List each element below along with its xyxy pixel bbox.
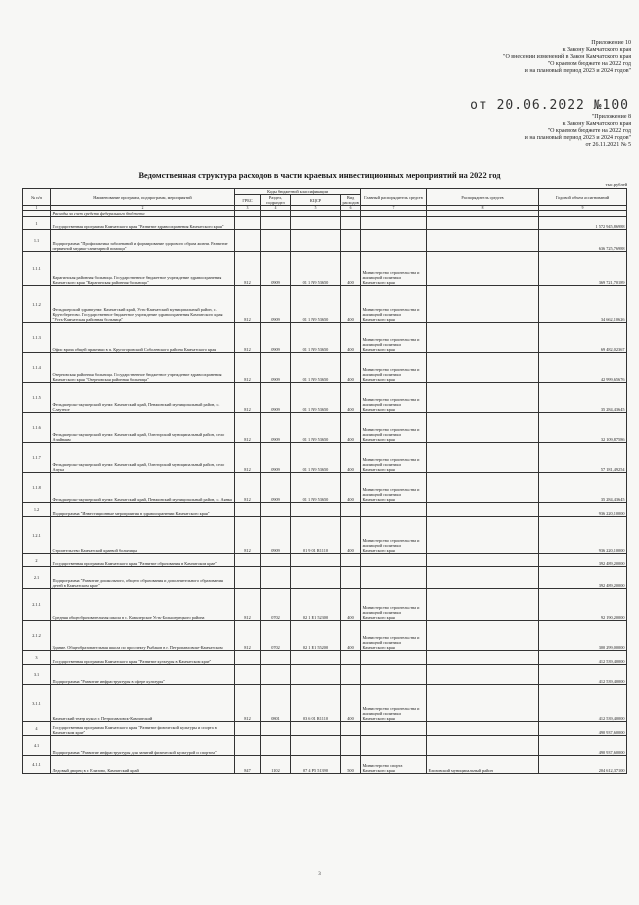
row-grbs: [235, 651, 261, 665]
table-row: [23, 443, 627, 473]
table-row: [23, 685, 627, 722]
row-vr: [341, 665, 361, 685]
table-row: [23, 286, 627, 323]
row-admin: Елизовский муниципальный район: [427, 756, 539, 774]
row-amount: 490 937,60000: [539, 736, 627, 756]
row-name: Здание. Общеобразовательная школа по проспекту Рыбаков в г. Петропавловске-Камчатском: [51, 621, 235, 651]
row-section: [261, 554, 291, 567]
row-admin: [427, 685, 539, 722]
row-kcsr: [291, 554, 341, 567]
row-section: [261, 503, 291, 517]
header-block-appendix-8: [391, 114, 631, 149]
row-section: 1102: [261, 756, 291, 774]
table-row: [23, 353, 627, 383]
row-section: [261, 230, 291, 252]
row-admin: [427, 286, 539, 323]
row-kcsr: 02 1 E1 52300: [291, 589, 341, 621]
row-kcsr: 01 1 N9 53650: [291, 252, 341, 286]
row-amount: 35 284,43645: [539, 383, 627, 413]
row-name: Подпрограмма "Инвестиционные мероприятия в здравоохранении Камчатского края": [51, 503, 235, 517]
row-amount: 636 725,76988: [539, 230, 627, 252]
expenditure-table: [22, 188, 627, 774]
row-number: 1.2.1: [23, 517, 51, 554]
row-number: 3.1: [23, 665, 51, 685]
row-kcsr: 01 1 N9 53650: [291, 323, 341, 353]
row-name: Подпрограмма "Развитие инфраструктуры в сфере культуры": [51, 665, 235, 685]
row-amount: 412 539,40000: [539, 685, 627, 722]
row-admin: [427, 589, 539, 621]
row-vr: 500: [341, 756, 361, 774]
row-grbs: 812: [235, 353, 261, 383]
table-row: [23, 722, 627, 736]
row-grbs: 812: [235, 252, 261, 286]
row-kcsr: 07 4 P5 51390: [291, 756, 341, 774]
row-grbs: 812: [235, 685, 261, 722]
row-section: 0909: [261, 383, 291, 413]
row-kcsr: [291, 230, 341, 252]
row-kcsr: [291, 722, 341, 736]
row-grbs: [235, 217, 261, 230]
row-number: 2.1: [23, 567, 51, 589]
row-admin: [427, 517, 539, 554]
col-header-grbs: ГРБС: [235, 195, 261, 206]
row-vr: [341, 230, 361, 252]
row-section: 0909: [261, 323, 291, 353]
table-row: [23, 252, 627, 286]
row-main-admin: Министерство строительства и жилищной политики Камчатского края: [361, 443, 427, 473]
row-amount: 936 220,10000: [539, 517, 627, 554]
row-vr: [341, 554, 361, 567]
row-admin: [427, 473, 539, 503]
row-name: Подпрограмма "Развитие инфраструктуры для занятий физической культурой и спортом": [51, 736, 235, 756]
col-header-vr: Вид расходов: [342, 195, 359, 206]
header-line: "О внесении изменений в Закон Камчатского края: [503, 54, 631, 60]
row-admin: [427, 353, 539, 383]
row-amount: 204 612,37100: [539, 756, 627, 774]
column-index: 1: [23, 206, 51, 211]
row-name: Подпрограмма "Профилактика заболеваний и формирование здорового образа жизни. Развитие первичной медико-санитарной помощи": [51, 230, 235, 252]
row-vr: 400: [341, 621, 361, 651]
row-amount: 300 299,00000: [539, 621, 627, 651]
row-grbs: 812: [235, 517, 261, 554]
row-number: 1.1.1: [23, 252, 51, 286]
row-number: 1.1.5: [23, 383, 51, 413]
column-index: 6: [341, 206, 361, 211]
row-vr: [341, 567, 361, 589]
row-amount: 35 284,43645: [539, 473, 627, 503]
date-number-stamp: от 20.06.2022 №100: [470, 98, 629, 113]
row-grbs: [235, 503, 261, 517]
row-vr: 400: [341, 473, 361, 503]
row-section: [261, 567, 291, 589]
row-number: 2: [23, 554, 51, 567]
row-section: 0702: [261, 621, 291, 651]
row-main-admin: [361, 651, 427, 665]
col-header-main-admin: Главный распорядитель средств: [361, 189, 427, 206]
row-main-admin: Министерство строительства и жилищной политики Камчатского края: [361, 252, 427, 286]
row-name: Фельдшерско-акушерский пункт. Камчатский край, Олюторский муниципальный район, село Ачайваям: [51, 413, 235, 443]
row-vr: 400: [341, 589, 361, 621]
row-kcsr: 01 1 N9 53650: [291, 443, 341, 473]
row-section: [261, 665, 291, 685]
row-kcsr: [291, 736, 341, 756]
row-main-admin: [361, 230, 427, 252]
header-line: и на плановый период 2023 и 2024 годов": [524, 135, 631, 141]
table-row: [23, 323, 627, 353]
row-name: Государственная программа Камчатского края "Развитие образования в Камчатском крае": [51, 554, 235, 567]
row-section: 0909: [261, 473, 291, 503]
row-section: 0909: [261, 517, 291, 554]
row-vr: 400: [341, 323, 361, 353]
row-kcsr: 02 1 E1 55200: [291, 621, 341, 651]
row-admin: [427, 503, 539, 517]
row-vr: 400: [341, 413, 361, 443]
row-vr: 400: [341, 517, 361, 554]
row-kcsr: [291, 503, 341, 517]
table-row: [23, 621, 627, 651]
row-number: 1.1.7: [23, 443, 51, 473]
row-grbs: 812: [235, 473, 261, 503]
row-name: Офис врача общей практики в п. Кругогоровский Соболевского района Камчатского края: [51, 323, 235, 353]
header-line: Приложение 10: [591, 40, 631, 46]
col-header-volume: Годовой объем ассигнований: [539, 189, 627, 206]
row-grbs: 812: [235, 383, 261, 413]
header-block-appendix-10: [391, 40, 631, 75]
row-main-admin: Министерство строительства и жилищной политики Камчатского края: [361, 286, 427, 323]
row-grbs: [235, 230, 261, 252]
row-name: Фельдшерско-акушерский пункт. Камчатский край, Пенжинский муниципальный район, с. Слаутное: [51, 383, 235, 413]
row-section: [261, 722, 291, 736]
col-header-admin: Распорядитель средств: [427, 189, 539, 206]
row-name: Камчатский театр кукол г. Петропавловск-Камчатский: [51, 685, 235, 722]
row-grbs: 812: [235, 286, 261, 323]
row-section: 0909: [261, 353, 291, 383]
row-vr: [341, 651, 361, 665]
header-line: от 26.11.2021 № 5: [585, 142, 631, 148]
row-main-admin: Министерство спорта Камчатского края: [361, 756, 427, 774]
row-number: 1: [23, 217, 51, 230]
row-section: 0909: [261, 252, 291, 286]
row-number: 1.1.4: [23, 353, 51, 383]
table-row: [23, 473, 627, 503]
row-section: [261, 736, 291, 756]
row-grbs: [235, 567, 261, 589]
row-amount: 92 190,20000: [539, 589, 627, 621]
row-section: [261, 651, 291, 665]
row-amount: 412 539,40000: [539, 665, 627, 685]
row-grbs: [235, 722, 261, 736]
col-header-num: № п/п: [23, 189, 51, 206]
row-admin: [427, 323, 539, 353]
row-number: 3.1.1: [23, 685, 51, 722]
row-grbs: [235, 665, 261, 685]
row-main-admin: Министерство строительства и жилищной политики Камчатского края: [361, 621, 427, 651]
row-main-admin: [361, 722, 427, 736]
row-grbs: 812: [235, 443, 261, 473]
row-number: 2.1.1: [23, 589, 51, 621]
row-section: 0909: [261, 413, 291, 443]
row-amount: 490 937,60000: [539, 722, 627, 736]
row-admin: [427, 413, 539, 443]
row-admin: [427, 621, 539, 651]
row-grbs: [235, 736, 261, 756]
row-amount: 392 489,20000: [539, 554, 627, 567]
row-vr: 400: [341, 383, 361, 413]
row-kcsr: 03 6 01 R1110: [291, 685, 341, 722]
row-number: 1.1.6: [23, 413, 51, 443]
row-vr: [341, 722, 361, 736]
table-row: [23, 756, 627, 774]
row-name: Фельдшерский здравпункт. Камчатский край, Усть-Камчатский муниципальный район, с. Крутоберегово. Государственное бюджетное учреждение здравоохранения Камчатского края "Усть-Камчатская районная больница": [51, 286, 235, 323]
row-kcsr: 01 1 N9 53650: [291, 286, 341, 323]
column-index: 4: [261, 206, 291, 211]
table-row: [23, 736, 627, 756]
row-kcsr: 01 1 N9 53650: [291, 413, 341, 443]
column-index: 2: [51, 206, 235, 211]
row-vr: 400: [341, 685, 361, 722]
row-section: 0909: [261, 443, 291, 473]
row-grbs: 812: [235, 413, 261, 443]
row-number: 4.1: [23, 736, 51, 756]
row-name: Карагинская районная больница. Государственное бюджетное учреждение здравоохранения Камчатского края "Карагинская районная больница": [51, 252, 235, 286]
funding-source-label: Расходы за счет средств федерального бюджета: [51, 211, 235, 217]
row-admin: [427, 443, 539, 473]
row-amount: 57 181,49254: [539, 443, 627, 473]
row-amount: 34 662,10626: [539, 286, 627, 323]
row-grbs: 812: [235, 621, 261, 651]
row-main-admin: [361, 554, 427, 567]
row-vr: 400: [341, 286, 361, 323]
row-amount: 1 572 945,86988: [539, 217, 627, 230]
page-number: 3: [318, 872, 321, 877]
row-kcsr: 01 1 N9 53650: [291, 383, 341, 413]
row-number: 2.1.2: [23, 621, 51, 651]
units-label: тыс.рублей: [605, 182, 627, 187]
row-main-admin: [361, 217, 427, 230]
row-main-admin: [361, 567, 427, 589]
row-name: Фельдшерско-акушерский пункт. Камчатский край, Олюторский муниципальный район, село Апука: [51, 443, 235, 473]
row-amount: 42 999,65676: [539, 353, 627, 383]
row-vr: 400: [341, 252, 361, 286]
column-index: 7: [361, 206, 427, 211]
row-number: 1.2: [23, 503, 51, 517]
row-admin: [427, 736, 539, 756]
table-row: [23, 651, 627, 665]
row-number: 1.1.2: [23, 286, 51, 323]
row-section: 0801: [261, 685, 291, 722]
row-amount: 412 539,40000: [539, 651, 627, 665]
row-name: Подпрограмма "Развитие дошкольного, общего образования и дополнительного образования детей в Камчатском крае": [51, 567, 235, 589]
row-number: 1.1.3: [23, 323, 51, 353]
row-section: 0909: [261, 286, 291, 323]
col-header-kcsr: КЦСР: [291, 195, 341, 206]
table-row: [23, 589, 627, 621]
row-kcsr: [291, 567, 341, 589]
row-name: Средняя общеобразовательная школа в с. Кавалерское Усть-Большерецкого района: [51, 589, 235, 621]
row-kcsr: [291, 651, 341, 665]
row-admin: [427, 383, 539, 413]
table-row: [23, 217, 627, 230]
row-main-admin: Министерство строительства и жилищной политики Камчатского края: [361, 685, 427, 722]
row-vr: [341, 217, 361, 230]
header-line: "Приложение 8: [591, 114, 631, 120]
row-amount: 936 220,10000: [539, 503, 627, 517]
row-number: 1.1.8: [23, 473, 51, 503]
row-main-admin: [361, 665, 427, 685]
row-admin: [427, 252, 539, 286]
row-grbs: 812: [235, 323, 261, 353]
table-body: [23, 211, 627, 774]
row-name: Фельдшерско-акушерский пункт. Камчатский край, Пенжинский муниципальный район, с. Аянка: [51, 473, 235, 503]
col-header-name: Наименование программ, подпрограмм, мероприятий: [51, 189, 235, 206]
row-main-admin: Министерство строительства и жилищной политики Камчатского края: [361, 323, 427, 353]
header-line: к Закону Камчатского края: [562, 121, 631, 127]
col-header-section: Раздел, подраздел: [261, 195, 291, 206]
row-grbs: 847: [235, 756, 261, 774]
row-vr: 400: [341, 353, 361, 383]
row-main-admin: Министерство строительства и жилищной политики Камчатского края: [361, 383, 427, 413]
row-kcsr: [291, 665, 341, 685]
row-main-admin: Министерство строительства и жилищной политики Камчатского края: [361, 473, 427, 503]
row-kcsr: 01 9 01 R1110: [291, 517, 341, 554]
row-main-admin: Министерство строительства и жилищной политики Камчатского края: [361, 353, 427, 383]
row-name: Государственная программа Камчатского края "Развитие культуры в Камчатском крае": [51, 651, 235, 665]
header-line: "О краевом бюджете на 2022 год: [547, 128, 631, 134]
column-index: 8: [427, 206, 539, 211]
table-row: [23, 665, 627, 685]
row-vr: 400: [341, 443, 361, 473]
row-admin: [427, 651, 539, 665]
col-header-codes: Коды бюджетной классификации: [235, 189, 361, 195]
row-admin: [427, 722, 539, 736]
row-kcsr: [291, 217, 341, 230]
document-title: Ведомственная структура расходов в части краевых инвестиционных мероприятий на 2022 год: [138, 171, 501, 180]
row-amount: 369 721,70189: [539, 252, 627, 286]
row-name: Строительство Камчатской краевой больницы: [51, 517, 235, 554]
row-number: 4.1.1: [23, 756, 51, 774]
row-admin: [427, 217, 539, 230]
table-row: [23, 517, 627, 554]
row-main-admin: Министерство строительства и жилищной политики Камчатского края: [361, 517, 427, 554]
row-main-admin: Министерство строительства и жилищной политики Камчатского края: [361, 413, 427, 443]
table-row: [23, 503, 627, 517]
column-index: 3: [235, 206, 261, 211]
table-row: [23, 383, 627, 413]
header-line: и на плановый период 2023 и 2024 годов": [524, 68, 631, 74]
row-vr: [341, 503, 361, 517]
row-number: 4: [23, 722, 51, 736]
table-row: [23, 413, 627, 443]
row-admin: [427, 554, 539, 567]
header-line: "О краевом бюджете на 2022 год: [547, 61, 631, 67]
row-name: Государственная программа Камчатского края "Развитие физической культуры и спорта в Камчатском крае": [51, 722, 235, 736]
row-amount: 32 109,87586: [539, 413, 627, 443]
table-row: [23, 567, 627, 589]
row-name: Ледовый дворец в г. Елизово, Камчатский край: [51, 756, 235, 774]
row-section: [261, 217, 291, 230]
row-vr: [341, 736, 361, 756]
column-index: 5: [291, 206, 341, 211]
row-main-admin: Министерство строительства и жилищной политики Камчатского края: [361, 589, 427, 621]
row-amount: 69 482,02367: [539, 323, 627, 353]
column-index: 9: [539, 206, 627, 211]
row-admin: [427, 665, 539, 685]
row-number: 1.1: [23, 230, 51, 252]
table-row: [23, 230, 627, 252]
row-kcsr: 01 1 N9 53650: [291, 353, 341, 383]
row-name: Государственная программа Камчатского края "Развитие здравоохранения Камчатского края": [51, 217, 235, 230]
row-grbs: 812: [235, 589, 261, 621]
header-line: к Закону Камчатского края: [562, 47, 631, 53]
row-amount: 392 489,20000: [539, 567, 627, 589]
table-row: [23, 554, 627, 567]
row-admin: [427, 230, 539, 252]
table-header-row: [23, 189, 627, 195]
row-admin: [427, 567, 539, 589]
row-main-admin: [361, 736, 427, 756]
row-grbs: [235, 554, 261, 567]
row-section: 0702: [261, 589, 291, 621]
row-kcsr: 01 1 N9 53650: [291, 473, 341, 503]
row-name: Озерновская районная больница. Государственное бюджетное учреждение здравоохранения Камчатского края "Озерновская районная больница": [51, 353, 235, 383]
row-number: 3: [23, 651, 51, 665]
row-main-admin: [361, 503, 427, 517]
